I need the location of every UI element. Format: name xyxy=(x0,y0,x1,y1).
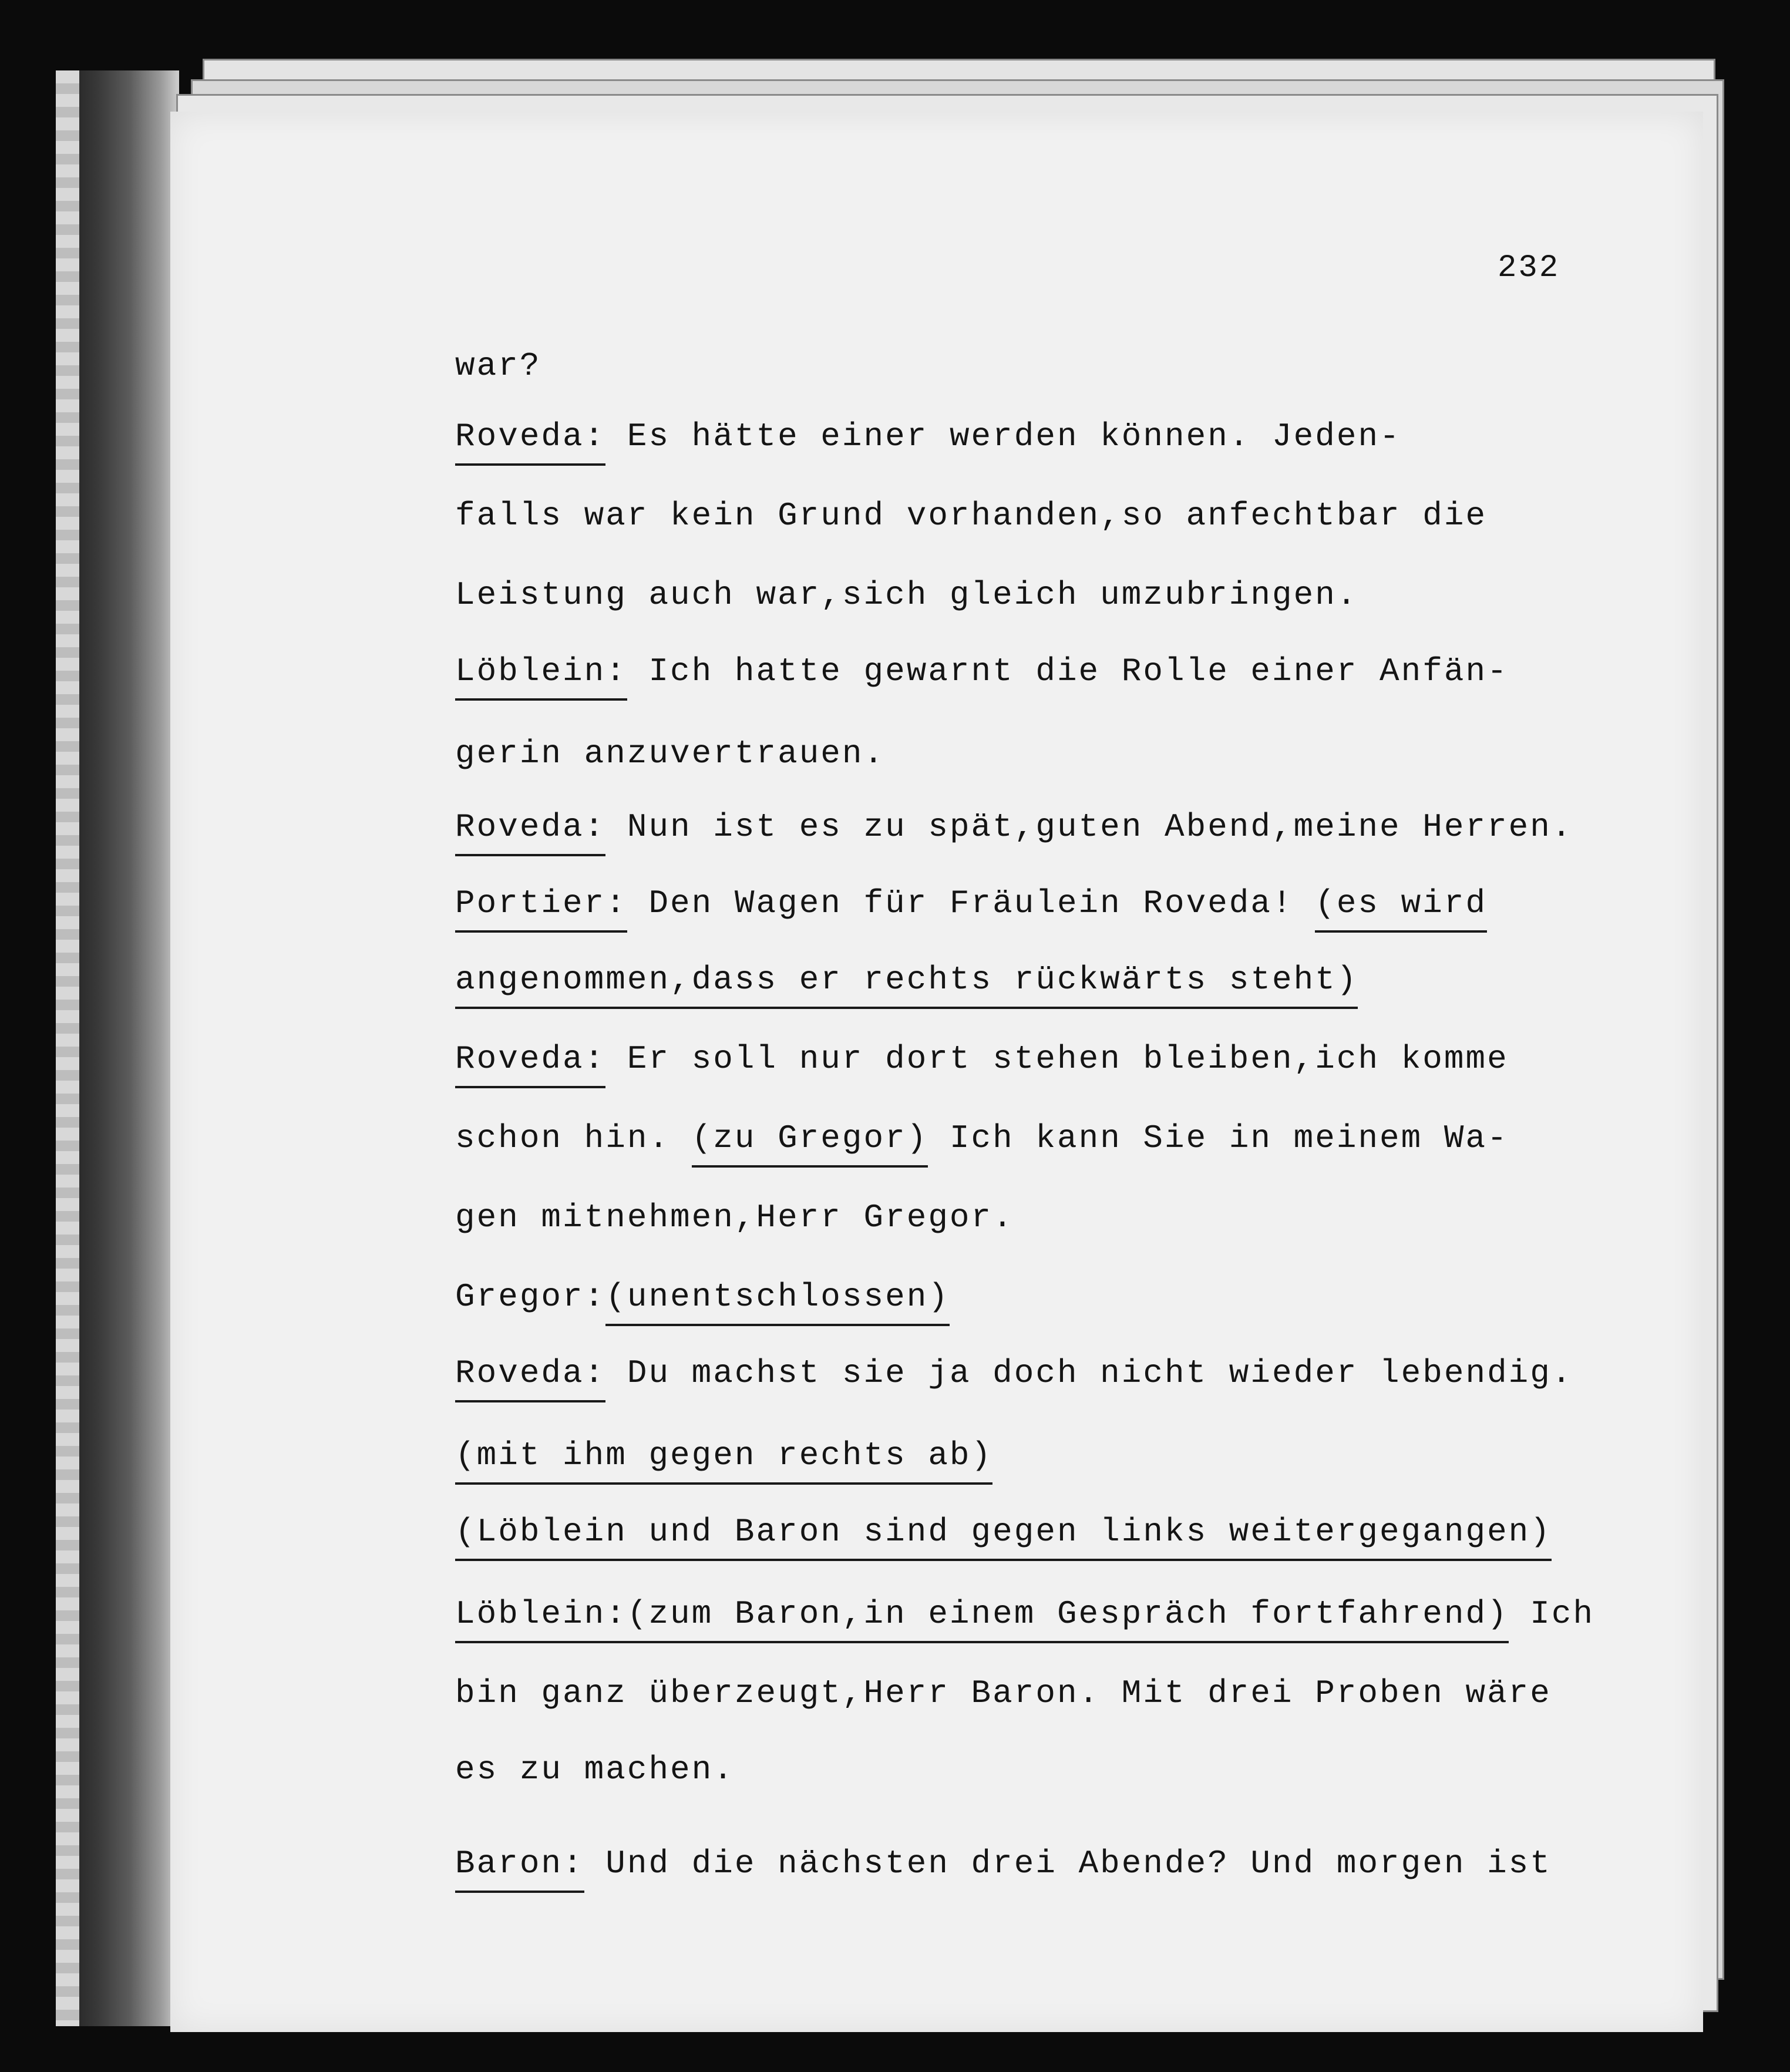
script-line xyxy=(455,420,1401,466)
torn-page-edge xyxy=(56,70,79,2026)
line-text: Ich kann Sie in meinem Wa- xyxy=(928,1119,1509,1157)
speaker-name: Löblein: xyxy=(455,1597,627,1643)
speaker-name: Löblein: xyxy=(455,655,627,701)
script-line xyxy=(455,1753,735,1786)
line-text: Leistung auch war,sich gleich umzubringen. xyxy=(455,576,1358,614)
script-line xyxy=(455,1119,1509,1168)
script-line xyxy=(455,1515,1552,1561)
line-text: Nun ist es zu spät,guten Abend,meine Herren. xyxy=(605,808,1573,846)
script-line xyxy=(455,1280,950,1326)
script-line xyxy=(455,652,1509,701)
script-line xyxy=(455,499,1487,532)
script-line xyxy=(455,1354,1573,1402)
script-line xyxy=(455,1042,1509,1088)
line-text: Es hätte einer werden können. Jeden- xyxy=(605,418,1401,455)
script-line xyxy=(455,810,1573,856)
stage-direction: (mit ihm gegen rechts ab) xyxy=(455,1439,992,1485)
speaker-name: Portier: xyxy=(455,887,627,933)
line-text: war? xyxy=(455,347,541,385)
speaker-name: Roveda: xyxy=(455,1042,605,1088)
script-line xyxy=(455,1439,992,1485)
speaker-name: Roveda: xyxy=(455,1357,605,1402)
line-text: gerin anzuvertrauen. xyxy=(455,735,886,772)
line-text: bin ganz überzeugt,Herr Baron. Mit drei Proben wäre xyxy=(455,1674,1552,1712)
line-text: Den Wagen für Fräulein Roveda! xyxy=(627,884,1315,922)
speaker-name: Gregor: xyxy=(455,1278,606,1316)
speaker-name: Roveda: xyxy=(455,810,605,856)
script-line xyxy=(455,963,1358,1009)
line-text: falls war kein Grund vorhanden,so anfechtbar die xyxy=(455,497,1488,534)
speaker-name: Roveda: xyxy=(455,420,605,466)
script-line xyxy=(455,1597,1594,1643)
line-text: Er soll nur dort stehen bleiben,ich komme xyxy=(605,1040,1509,1078)
script-line xyxy=(455,1847,1552,1893)
script-line xyxy=(455,576,1358,614)
line-text: es zu machen. xyxy=(455,1751,735,1788)
stage-direction: (es wird xyxy=(1315,887,1487,933)
line-text: Ich xyxy=(1508,1595,1595,1633)
line-text: gen mitnehmen,Herr Gregor. xyxy=(455,1199,1014,1236)
line-text: Und die nächsten drei Abende? Und morgen ist xyxy=(584,1845,1552,1882)
script-line xyxy=(455,1674,1552,1712)
line-text: schon hin. xyxy=(455,1119,692,1157)
line-text: Ich hatte gewarnt die Rolle einer Anfän- xyxy=(627,652,1509,690)
stage-direction: (zu Gregor) xyxy=(692,1122,928,1168)
stage-direction: (zum Baron,in einem Gespräch fortfahrend) xyxy=(627,1597,1509,1643)
stage-direction: (unentschlossen) xyxy=(605,1280,950,1326)
stage-direction: angenommen,dass er rechts rückwärts steht) xyxy=(455,963,1358,1009)
script-line xyxy=(455,737,885,770)
speaker-name: Baron: xyxy=(455,1847,584,1893)
script-line xyxy=(455,347,541,385)
line-text: Du machst sie ja doch nicht wieder lebendig. xyxy=(605,1354,1573,1392)
page-number: 232 xyxy=(1498,250,1560,286)
script-line xyxy=(455,884,1488,933)
script-line xyxy=(455,1201,1014,1234)
stage-direction: (Löblein und Baron sind gegen links weitergegangen) xyxy=(455,1515,1552,1561)
